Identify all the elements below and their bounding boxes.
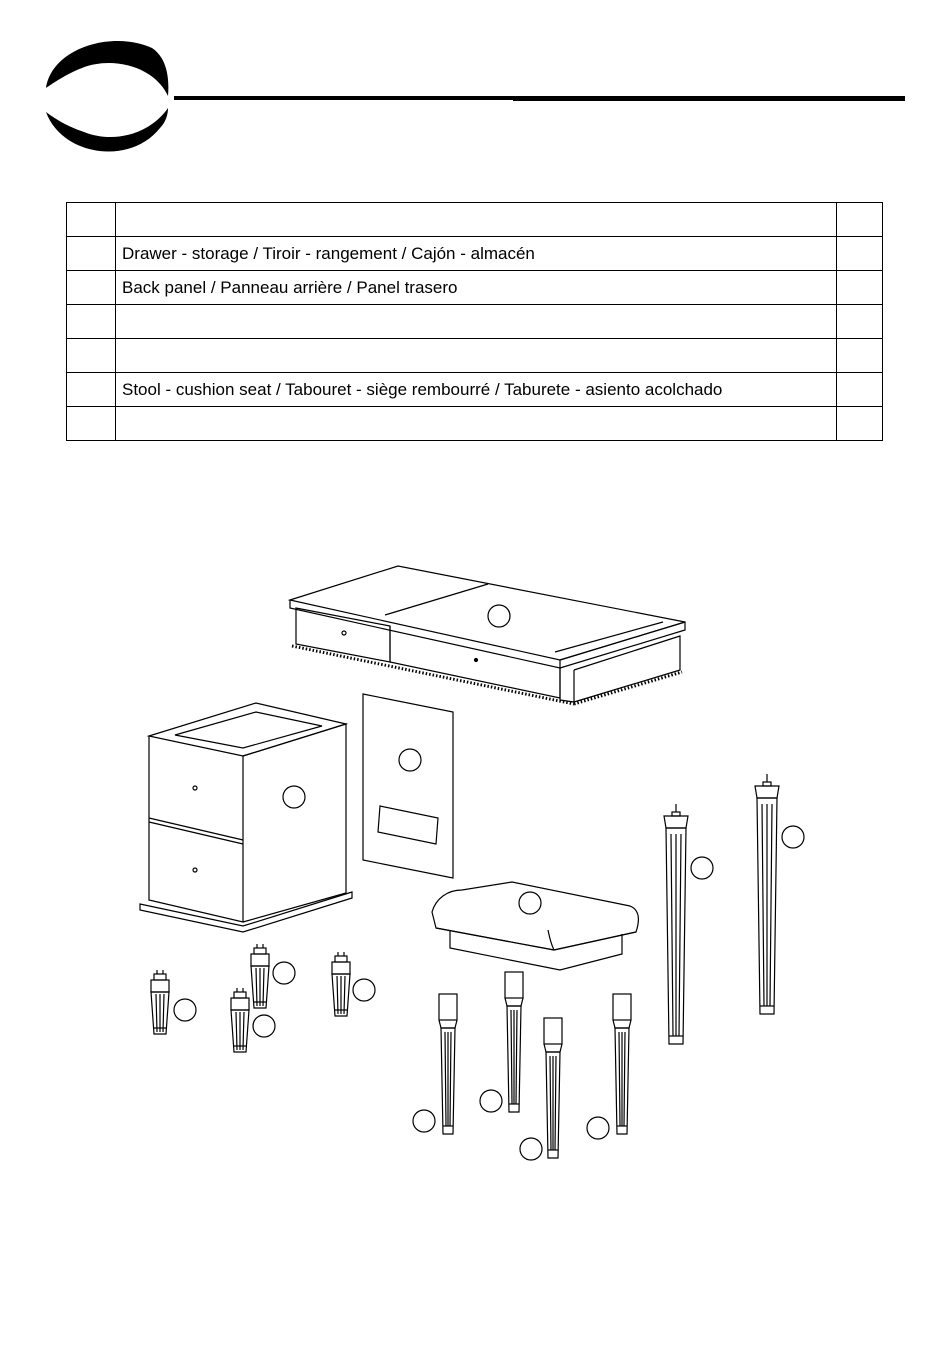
table-top-drawing	[290, 566, 685, 704]
part-description-cell: Drawer - storage / Tiroir - rangement / Cajón - almacén	[116, 237, 837, 271]
table-row	[67, 203, 883, 237]
part-key-cell	[67, 203, 116, 237]
table-row	[67, 271, 883, 305]
part-quantity-cell	[837, 339, 883, 373]
part-description-cell	[116, 203, 837, 237]
part-description-cell	[116, 407, 837, 441]
part-quantity-cell	[837, 407, 883, 441]
company-logo-icon	[42, 38, 172, 156]
table-row	[67, 407, 883, 441]
part-key-cell	[67, 305, 116, 339]
part-quantity-cell	[837, 237, 883, 271]
table-row	[67, 373, 883, 407]
table-row	[67, 237, 883, 271]
part-quantity-cell	[837, 203, 883, 237]
part-quantity-cell	[837, 305, 883, 339]
header-rule-right	[513, 96, 905, 101]
stool-seat-drawing	[432, 882, 638, 970]
back-panel-drawing	[363, 694, 453, 878]
part-key-cell	[67, 339, 116, 373]
part-description-cell: Back panel / Panneau arrière / Panel trasero	[116, 271, 837, 305]
part-key-cell	[67, 373, 116, 407]
part-description-cell	[116, 305, 837, 339]
part-quantity-cell	[837, 271, 883, 305]
part-description-cell: Stool - cushion seat / Tabouret - siège rembourré / Taburete - asiento acolchado	[116, 373, 837, 407]
table-row	[67, 305, 883, 339]
table-row	[67, 339, 883, 373]
part-key-cell	[67, 271, 116, 305]
part-quantity-cell	[837, 373, 883, 407]
parts-diagram	[0, 540, 950, 1180]
drawer-cabinet-drawing	[140, 703, 352, 932]
parts-table	[66, 202, 883, 441]
header-rule-left	[174, 96, 516, 100]
part-key-cell	[67, 407, 116, 441]
part-description-cell	[116, 339, 837, 373]
part-key-cell	[67, 237, 116, 271]
